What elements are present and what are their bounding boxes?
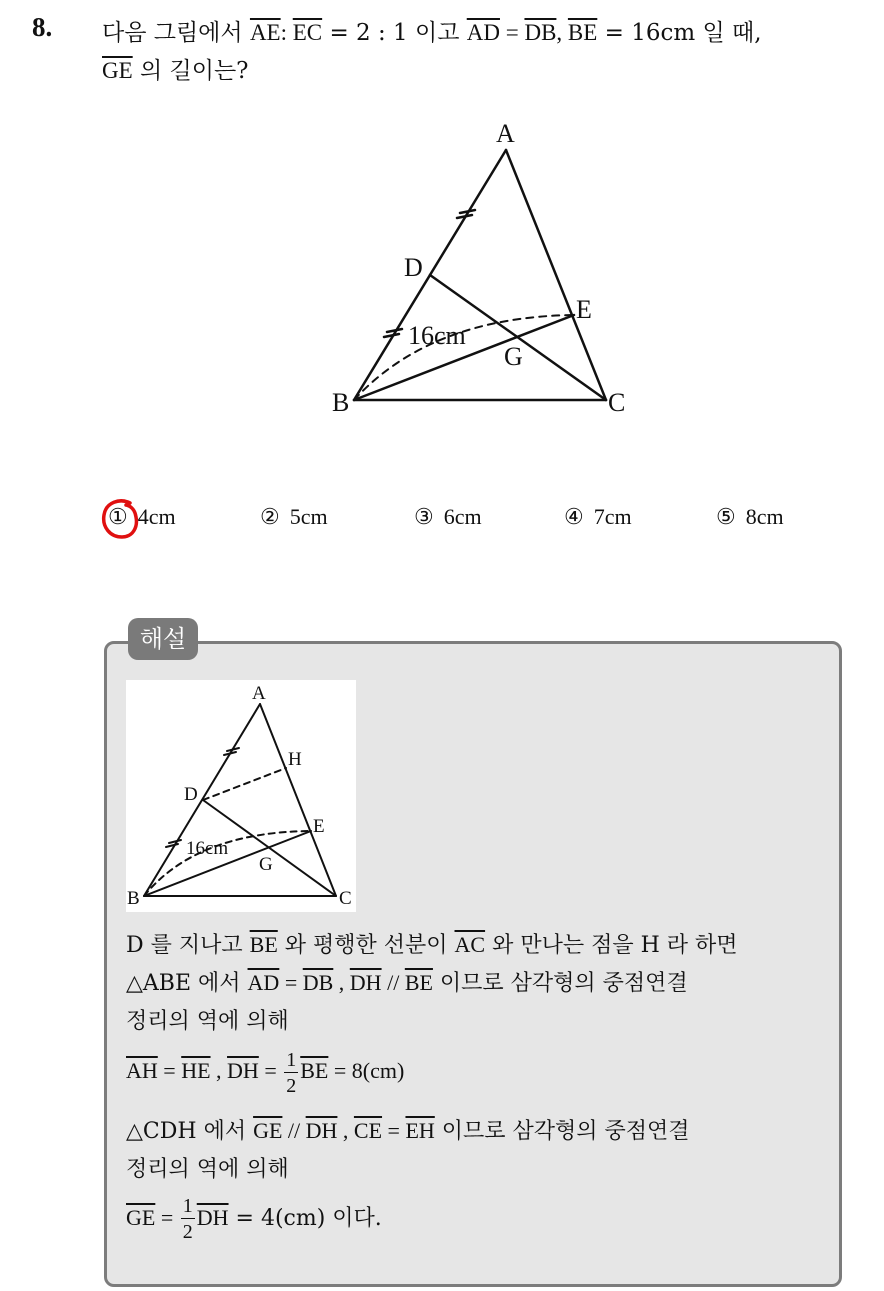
sol-tick-db-1 — [166, 844, 178, 847]
triangle-figure — [320, 112, 650, 422]
tick-ad-1 — [457, 215, 472, 218]
sol-label-a: A — [252, 683, 266, 704]
solution-line-3: 정리의 역에 의해 — [126, 1009, 289, 1034]
choice-4[interactable]: ④ 7cm — [564, 504, 632, 529]
question-number: 8. — [32, 12, 53, 42]
tick-db-1 — [384, 334, 399, 337]
segment-ge: $\overline{GE}$ — [102, 58, 133, 83]
sol-label-b: B — [127, 888, 140, 909]
sol-label-d: D — [184, 784, 198, 805]
fraction-half-2: $\frac{1}{2}$ — [182, 1195, 193, 1243]
choice-3[interactable]: ③ 6cm — [414, 504, 482, 529]
choice-1[interactable]: ① 4cm — [108, 504, 176, 529]
tick-db-2 — [387, 329, 402, 332]
label-b: B — [332, 388, 350, 417]
sol-label-e: E — [313, 816, 325, 837]
tick-ad-2 — [460, 210, 475, 213]
segment-ec: $\overline{EC}$ — [292, 20, 323, 45]
label-a: A — [496, 119, 515, 148]
solution-line-5: △CDH 에서 $\overline{GE} // \overline{DH}$ , $\overline{CE} = \overline{EH}$ 이므로 삼각형의 중점연결 — [126, 1118, 690, 1144]
sol-segment-dh — [203, 768, 286, 800]
choice-2[interactable]: ② 5cm — [260, 504, 328, 529]
label-d: D — [404, 253, 423, 282]
sol-label-c: C — [339, 888, 352, 909]
label-e: E — [576, 295, 592, 324]
segment-db: $\overline{DB}$ — [524, 20, 557, 45]
segment-be: $\overline{BE}$ — [567, 20, 598, 45]
solution-line-2: △ABE 에서 $\overline{AD} = \overline{DB}$ , $\overline{DH} // \overline{BE}$ 이므로 삼각형의 중점연결 — [126, 970, 688, 996]
sol-label-h: H — [288, 749, 302, 770]
solution-line-6: 정리의 역에 의해 — [126, 1157, 289, 1182]
label-c: C — [608, 388, 626, 417]
sol-label-g: G — [259, 854, 273, 875]
sol-tick-db-2 — [169, 840, 181, 843]
choice-5[interactable]: ⑤ 8cm — [716, 504, 784, 529]
solution-figure — [126, 680, 356, 912]
question-text-line2: $\overline{GE}$ 의 길이는? — [102, 58, 249, 84]
sol-label-16cm: 16cm — [186, 838, 229, 859]
solution-line-1: D 를 지나고 $\overline{BE}$ 와 평행한 선분이 $\overline{AC}$ 와 만나는 점을 H 라 하면 — [126, 932, 738, 958]
solution-line-4: $\overline{AH} = \overline{HE}$ , $\overline{DH}$ = $\frac{1}{2}$ $\overline{BE} = 8(cm)$ — [126, 1049, 405, 1097]
label-g: G — [504, 342, 523, 371]
segment-ad: $\overline{AD}$ — [466, 20, 500, 45]
label-16cm: 16cm — [408, 321, 466, 350]
segment-ae: $\overline{AE}$ — [249, 20, 281, 45]
question-text-line1: 다음 그림에서 $\overline{AE}$: $\overline{EC} = 2$ : 1 이고 $\overline{AD} = \overline{DB}$, $\overline{BE} = 16cm$ 일 때, — [102, 20, 762, 46]
solution-tag: 해설 — [128, 618, 198, 660]
fraction-half: $\frac{1}{2}$ — [286, 1049, 297, 1097]
solution-line-7: $\overline{GE}$ = $\frac{1}{2}$ $\overline{DH} = 4(cm)$ 이다. — [126, 1195, 382, 1243]
